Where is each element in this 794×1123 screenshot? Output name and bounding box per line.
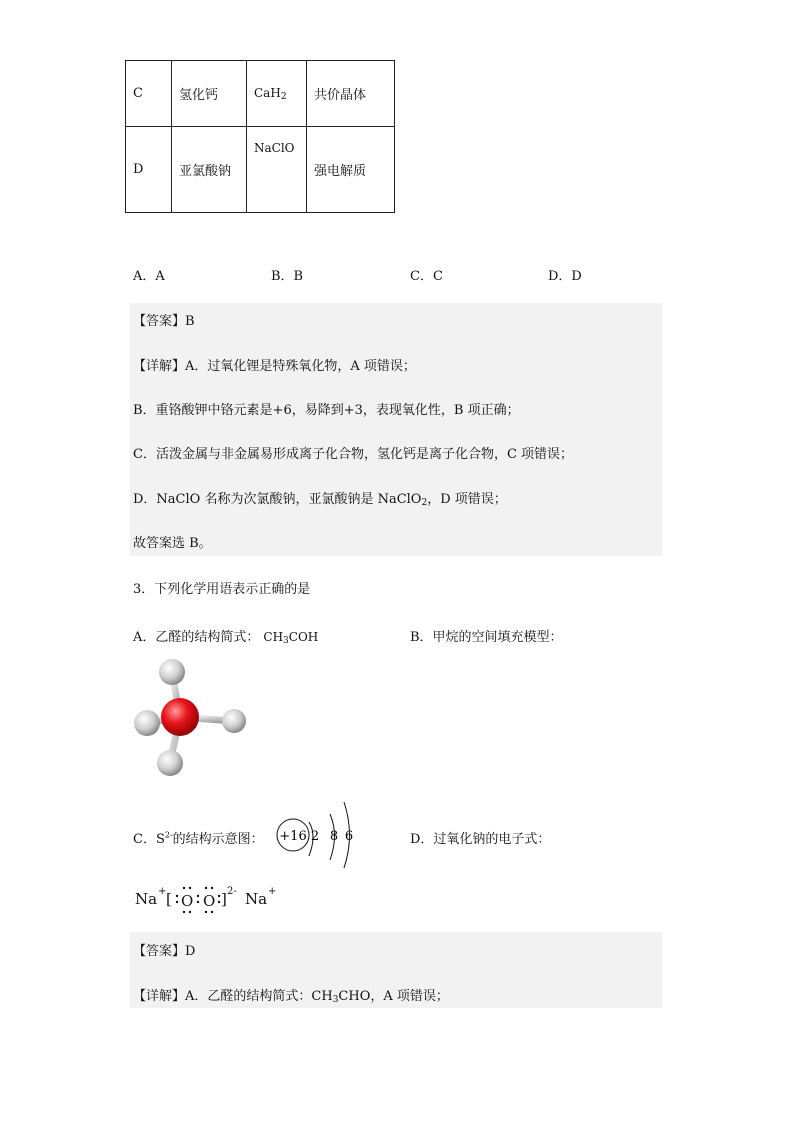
bracket-open: [ [166, 890, 172, 908]
option-label: C．S [133, 832, 165, 847]
shell-electrons: 6 [344, 829, 354, 844]
detail-text: 【详解】A．乙醛的结构简式：CH [133, 989, 333, 1004]
option-b: B．B [271, 269, 304, 284]
charge-superscript: 2- [164, 830, 173, 840]
table-cell: 亚氯酸钠 [172, 127, 247, 213]
formula-subscript: 2 [280, 91, 287, 102]
hydrogen-atom [157, 750, 183, 776]
nucleus-charge: +16 [279, 829, 307, 844]
option-a: A．A [133, 269, 165, 284]
subscript: 2 [421, 498, 428, 508]
hydrogen-atom [159, 659, 185, 685]
formula-subscript: 3 [283, 636, 289, 646]
table-cell [247, 127, 307, 213]
table-cell: C [126, 61, 172, 127]
detail-d [133, 488, 507, 508]
sodium-charge: + [158, 886, 167, 897]
sodium-symbol: Na [245, 890, 268, 908]
sodium-symbol: Na [135, 890, 158, 908]
ion-charge: 2- [227, 886, 237, 897]
oxygen-symbol: O [181, 892, 194, 910]
answer-text: 【答案】D [133, 944, 196, 959]
table-row [126, 61, 395, 127]
answer-text: 【答案】B [133, 314, 195, 329]
oxygen-symbol: O [203, 892, 216, 910]
hydrogen-atom [222, 709, 246, 733]
option-label: A．乙醛的结构简式： [133, 630, 260, 645]
shell-electrons: 2 [310, 829, 320, 844]
formula: CaH [254, 85, 281, 100]
methane-model-image [128, 655, 253, 780]
answer-table [125, 60, 395, 213]
hydrogen-atom [134, 710, 160, 736]
option-c: C．C [410, 269, 443, 284]
sodium-charge: + [268, 886, 277, 897]
electron-formula [133, 880, 283, 918]
detail-text-end: CHO，A 项错误； [338, 989, 449, 1004]
question-stem: 3．下列化学用语表示正确的是 [133, 582, 311, 597]
detail-b: B．重铬酸钾中铬元素是+6，易降到+3，表现氧化性，B 项正确； [133, 403, 520, 418]
option-d-peroxide: D．过氧化钠的电子式： [410, 832, 551, 847]
table-cell: 共价晶体 [307, 61, 395, 127]
formula [263, 630, 318, 644]
detail-a: 【详解】A．过氧化锂是特殊氧化物，A 项错误； [133, 359, 416, 374]
option-d: D．D [548, 269, 582, 284]
detail-c: C．活泼金属与非金属易形成离子化合物，氢化钙是离子化合物，C 项错误； [133, 447, 574, 462]
detail-d-text: D．NaClO 名称为次氯酸钠，亚氯酸钠是 NaClO [133, 492, 422, 507]
option-label: 的结构示意图： [172, 832, 264, 847]
formula-part: CH [263, 630, 284, 644]
detail-a [133, 985, 449, 1005]
formula-part: COH [288, 630, 319, 644]
table-cell: 氢化钙 [172, 61, 247, 127]
option-c-sulfide [133, 828, 264, 847]
subscript: 3 [332, 995, 339, 1005]
option-b-methane: B．甲烷的空间填充模型： [410, 630, 563, 645]
table-cell [247, 61, 307, 127]
table-row [126, 127, 395, 213]
table-cell: 强电解质 [307, 127, 395, 213]
option-a-acetaldehyde [133, 626, 318, 646]
formula: NaClO [254, 141, 295, 155]
atomic-structure-diagram [273, 800, 363, 870]
bracket-close: ] [221, 890, 227, 908]
conclusion: 故答案选 B。 [133, 536, 212, 551]
detail-d-text-end: ，D 项错误； [427, 492, 507, 507]
table-cell: D [126, 127, 172, 213]
shell-electrons: 8 [329, 829, 339, 844]
answer-block [130, 303, 662, 556]
carbon-atom [161, 698, 199, 736]
